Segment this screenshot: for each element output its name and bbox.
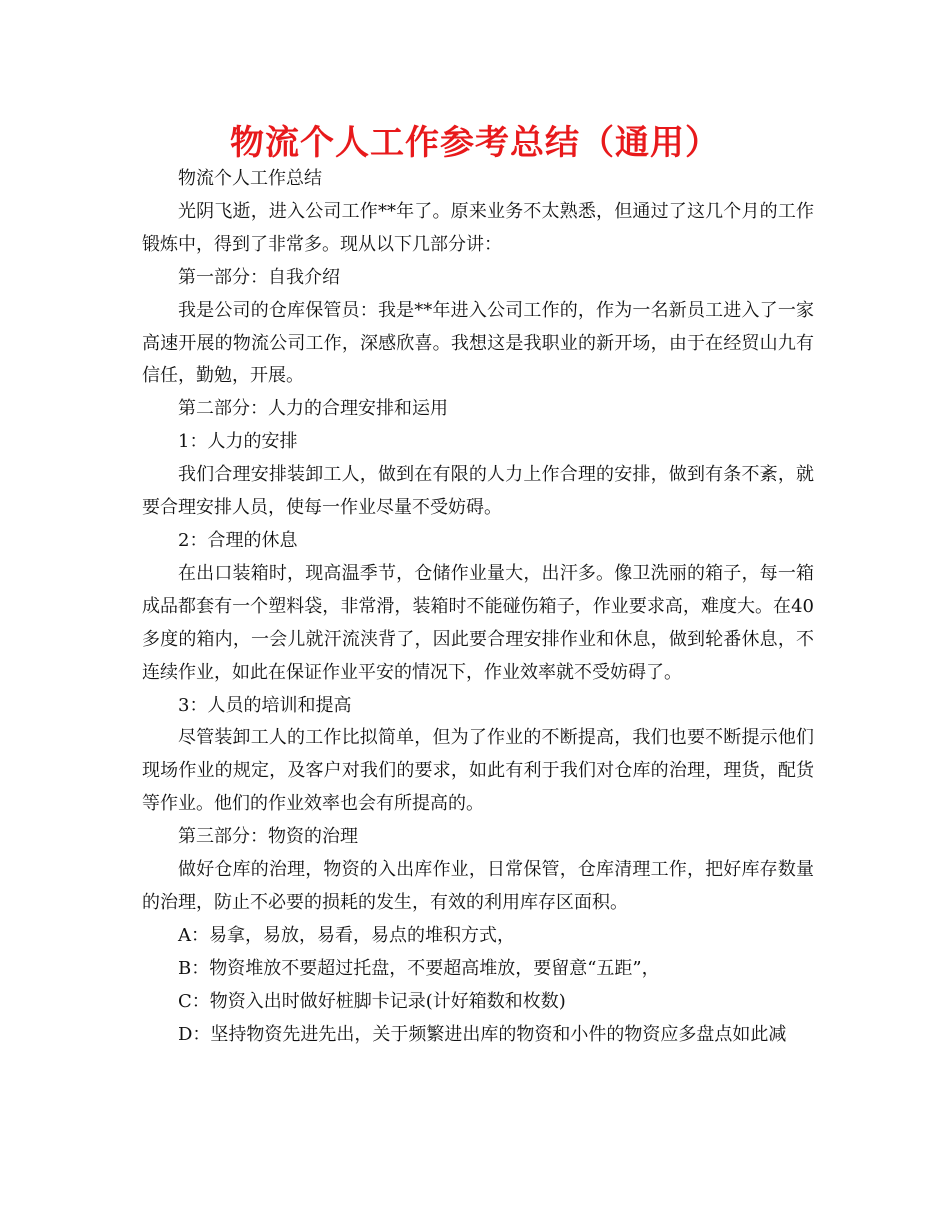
- paragraph-part-2-heading: 第二部分：人力的合理安排和运用: [178, 398, 448, 420]
- paragraph-material-management: 做好仓库的治理，物资的入出库作业，日常保管，仓库清理工作，把好库存数量的治理，防止不必要的损耗的发生，有效的利用库存区面积。: [142, 859, 814, 913]
- paragraph-section-2-heading: 2：合理的休息: [178, 529, 298, 551]
- paragraph-item-a: A：易拿，易放，易看，易点的堆积方式，: [178, 924, 515, 946]
- paragraph-part-3-heading: 第三部分：物资的治理: [178, 826, 358, 848]
- paragraph-staff-training: 尽管装卸工人的工作比拟简单，但为了作业的不断提高，我们也要不断提示他们现场作业的规定，及客户对我们的要求，如此有利于我们对仓库的治理，理货，配货等作业。他们的作业效率也会有所提高的。: [142, 727, 814, 815]
- paragraph-item-b: B：物资堆放不要超过托盘，不要超高堆放，要留意“五距”，: [178, 957, 660, 979]
- paragraph-intro: 光阴飞逝，进入公司工作**年了。原来业务不太熟悉，但通过了这几个月的工作锻炼中，得到了非常多。现从以下几部分讲：: [142, 200, 814, 255]
- paragraph-section-1-heading: 1：人力的安排: [178, 431, 298, 453]
- document-body: [142, 163, 814, 1051]
- paragraph-part-1-heading: 第一部分：自我介绍: [178, 266, 340, 288]
- paragraph-item-c: C：物资入出时做好桩脚卡记录(计好箱数和枚数): [178, 990, 566, 1012]
- paragraph-summary-heading: 物流个人工作总结: [178, 168, 322, 189]
- paragraph-reasonable-rest: 在出口装箱时，现高温季节，仓储作业量大，出汗多。像卫洗丽的箱子，每一箱成品都套有一个塑料袋，非常滑，装箱时不能碰伤箱子，作业要求高，难度大。在40多度的箱内，一会儿就汗流浃背了，因此要合理安排作业和休息，做到轮番休息，不连续作业，如此在保证作业平安的情况下，作业效率就不受妨碍了。: [142, 562, 814, 683]
- paragraph-manpower-arrangement: 我们合理安排装卸工人，做到在有限的人力上作合理的安排，做到有条不紊，就要合理安排人员，使每一作业尽量不受妨碍。: [142, 464, 814, 519]
- paragraph-item-d: D：坚持物资先进先出，关于频繁进出库的物资和小件的物资应多盘点如此减: [178, 1023, 787, 1045]
- paragraph-section-3-heading: 3：人员的培训和提高: [178, 694, 352, 716]
- paragraph-self-introduction: 我是公司的仓库保管员：我是**年进入公司工作的，作为一名新员工进入了一家高速开展的物流公司工作，深感欣喜。我想这是我职业的新开场，由于在经贸山九有信任，勤勉，开展。: [142, 299, 814, 387]
- document-title: 物流个人工作参考总结（通用）: [230, 123, 720, 163]
